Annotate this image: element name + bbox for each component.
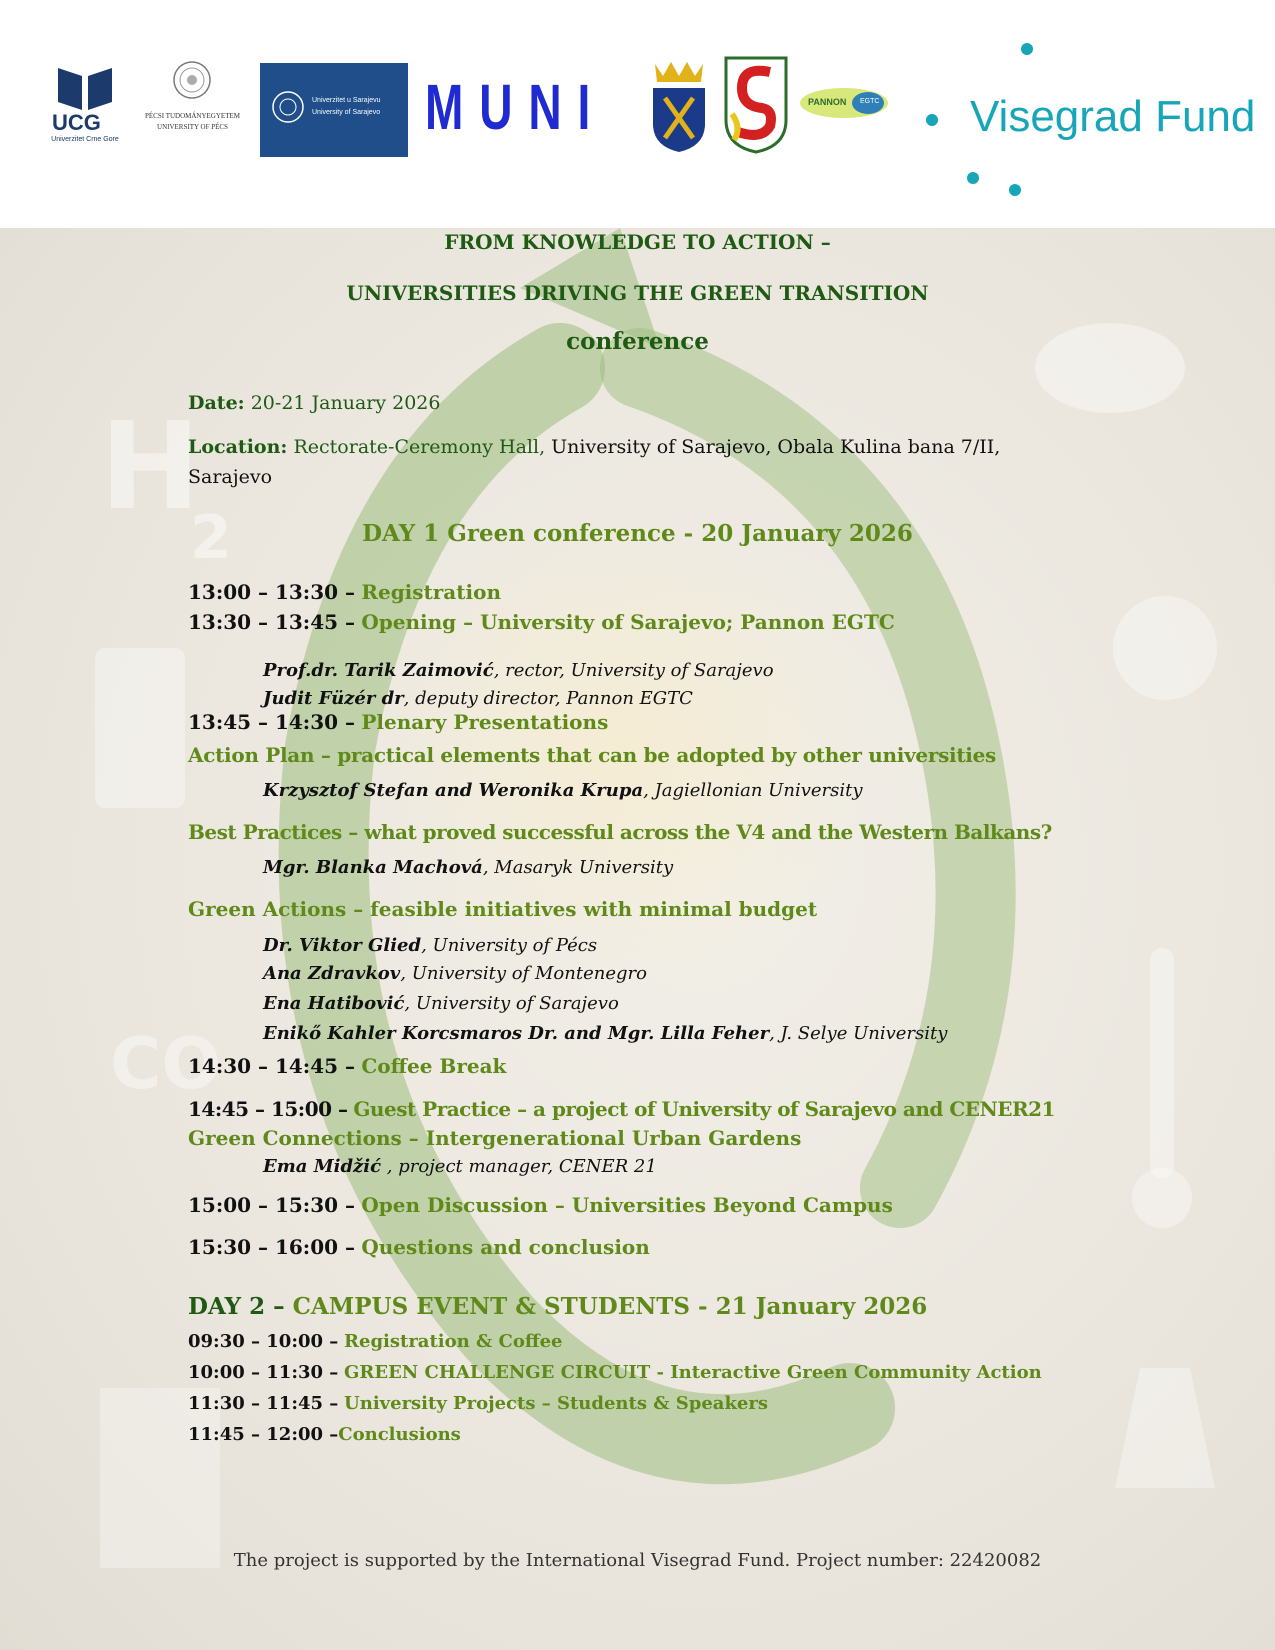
speaker-name: Ema Midžić (263, 1156, 382, 1177)
date-label: Date: (188, 392, 245, 414)
sarajevo-line1: Univerzitet u Sarajevu (312, 97, 381, 104)
location-label: Location: (188, 436, 288, 458)
visegrad-logo (920, 40, 1256, 200)
day2-item-1 (188, 1331, 563, 1352)
pannon-line2: EGTC (860, 98, 880, 105)
item-title: University Projects – Students & Speakers (344, 1393, 768, 1414)
speaker-name: Ena Hatibović (263, 993, 405, 1014)
location-line (188, 436, 1000, 458)
item-title: Plenary Presentations (361, 710, 609, 734)
item-time: 11:45 – 12:00 – (188, 1424, 339, 1445)
action-plan-speaker (263, 780, 863, 801)
item-title: Questions and conclusion (361, 1235, 650, 1259)
day1-item-coffee (188, 1054, 506, 1078)
item-title: Registration & Coffee (344, 1331, 563, 1352)
day2-heading-title: CAMPUS EVENT & STUDENTS - 21 January 2026 (292, 1293, 928, 1320)
ucg-subtitle: Univerzitet Crne Gore (51, 136, 119, 143)
guest-subtitle: Green Connections – Intergenerational Urban Gardens (188, 1126, 802, 1150)
item-time: 09:30 – 10:00 – (188, 1331, 339, 1352)
visegrad-name: Visegrad Fund (970, 92, 1256, 141)
item-time: 15:30 – 16:00 – (188, 1235, 355, 1259)
green-actions-speaker-3 (263, 993, 619, 1014)
guest-speaker (263, 1156, 657, 1177)
book-icon (40, 62, 130, 112)
svg-text:2: 2 (190, 503, 232, 573)
pecs-line1: PÉCSI TUDOMÁNYEGYETEM (145, 112, 240, 120)
item-time: 14:45 – 15:00 – (188, 1097, 348, 1121)
selye-logo (722, 54, 790, 158)
speaker-affil: , University of Sarajevo (404, 993, 619, 1014)
speaker-affil: , University of Montenegro (400, 963, 647, 984)
action-plan-title: Action Plan – practical elements that can be adopted by other universities (188, 743, 996, 767)
svg-text:CO: CO (110, 1023, 221, 1105)
muni-logo: MUNI (425, 71, 607, 143)
speaker-name: Enikő Kahler Korcsmaros Dr. and Mgr. Lilla Feher (263, 1023, 770, 1044)
opening-speaker-2 (263, 688, 693, 709)
speaker-affil: , project manager, CENER 21 (381, 1156, 657, 1177)
item-title: GREEN CHALLENGE CIRCUIT - Interactive Green Community Action (344, 1362, 1042, 1383)
pecs-line2: UNIVERSITY OF PÉCS (157, 123, 228, 131)
ucg-name: UCG (52, 110, 101, 135)
page-title-line3: conference (566, 328, 709, 355)
date-value: 20-21 January 2026 (250, 392, 441, 414)
best-practices-speaker (263, 857, 673, 878)
best-practices-title: Best Practices – what proved successful across the V4 and the Western Balkans? (188, 820, 1052, 844)
item-title: Open Discussion – Universities Beyond Campus (361, 1193, 893, 1217)
day2-heading-label: DAY 2 – (188, 1293, 285, 1320)
day2-item-3 (188, 1393, 768, 1414)
item-time: 14:30 – 14:45 – (188, 1054, 355, 1078)
sarajevo-logo (260, 63, 408, 157)
day1-item-questions (188, 1235, 650, 1259)
item-time: 10:00 – 11:30 – (188, 1362, 339, 1383)
item-title: Conclusions (338, 1424, 461, 1445)
item-title: Guest Practice – a project of University of Sarajevo and CENER21 (353, 1097, 1055, 1121)
green-actions-speaker-2 (263, 963, 647, 984)
speaker-name: Mgr. Blanka Machová (263, 857, 483, 878)
ucg-logo (40, 62, 130, 147)
speaker-affil: , University of Pécs (421, 935, 598, 956)
pannon-line1: PANNON (808, 97, 847, 107)
speaker-name: Krzysztof Stefan and Weronika Krupa (263, 780, 644, 801)
pecs-logo (135, 60, 250, 140)
speaker-affil: , J. Selye University (769, 1023, 948, 1044)
day1-item-opening (188, 610, 895, 634)
logo-bar (0, 0, 1275, 228)
pecs-seal-icon (135, 60, 250, 100)
day1-item-guest (188, 1097, 1055, 1121)
footer-note: The project is supported by the International Visegrad Fund. Project number: 22420082 (233, 1550, 1042, 1571)
page-title-line2: UNIVERSITIES DRIVING THE GREEN TRANSITION (346, 281, 929, 305)
day2-item-2 (188, 1362, 1042, 1383)
sarajevo-seal-icon (268, 87, 308, 127)
item-title: Registration (361, 580, 501, 604)
sarajevo-line2: University of Sarajevo (312, 109, 381, 116)
day2-heading (188, 1293, 927, 1320)
speaker-affil: , deputy director, Pannon EGTC (403, 688, 693, 709)
pannon-logo (798, 86, 890, 124)
location-city: Sarajevo (188, 466, 273, 488)
speaker-affil: , Jagiellonian University (643, 780, 863, 801)
item-title: Opening – University of Sarajevo; Pannon EGTC (361, 610, 895, 634)
day2-item-4 (188, 1424, 461, 1445)
item-time: 13:30 – 13:45 – (188, 610, 355, 634)
day1-heading: DAY 1 Green conference - 20 January 2026 (362, 520, 913, 547)
s-shield-icon (722, 54, 790, 154)
speaker-affil: , rector, University of Sarajevo (493, 660, 774, 681)
green-actions-speaker-1 (263, 935, 597, 956)
crest-logo (645, 54, 713, 158)
item-time: 11:30 – 11:45 – (188, 1393, 339, 1414)
day1-item-registration (188, 580, 501, 604)
item-time: 13:00 – 13:30 – (188, 580, 355, 604)
speaker-name: Judit Füzér dr (263, 688, 404, 709)
green-actions-title: Green Actions – feasible initiatives with minimal budget (188, 897, 818, 921)
svg-text:H: H (100, 398, 201, 537)
speaker-name: Ana Zdravkov (263, 963, 401, 984)
opening-speaker-1 (263, 660, 774, 681)
location-address: University of Sarajevo, Obala Kulina bana 7/II, (551, 436, 1001, 458)
green-actions-speaker-4 (263, 1023, 947, 1044)
day1-item-plenary (188, 710, 608, 734)
item-time: 13:45 – 14:30 – (188, 710, 355, 734)
speaker-affil: , Masaryk University (482, 857, 674, 878)
speaker-name: Prof.dr. Tarik Zaimović (263, 660, 494, 681)
crest-icon (645, 54, 713, 154)
speaker-name: Dr. Viktor Glied (263, 935, 422, 956)
day1-item-discussion (188, 1193, 893, 1217)
item-time: 15:00 – 15:30 – (188, 1193, 355, 1217)
page-title-line1: FROM KNOWLEDGE TO ACTION – (444, 230, 831, 254)
date-line (188, 392, 441, 414)
location-venue: Rectorate-Ceremony Hall, (293, 436, 546, 458)
item-title: Coffee Break (361, 1054, 507, 1078)
